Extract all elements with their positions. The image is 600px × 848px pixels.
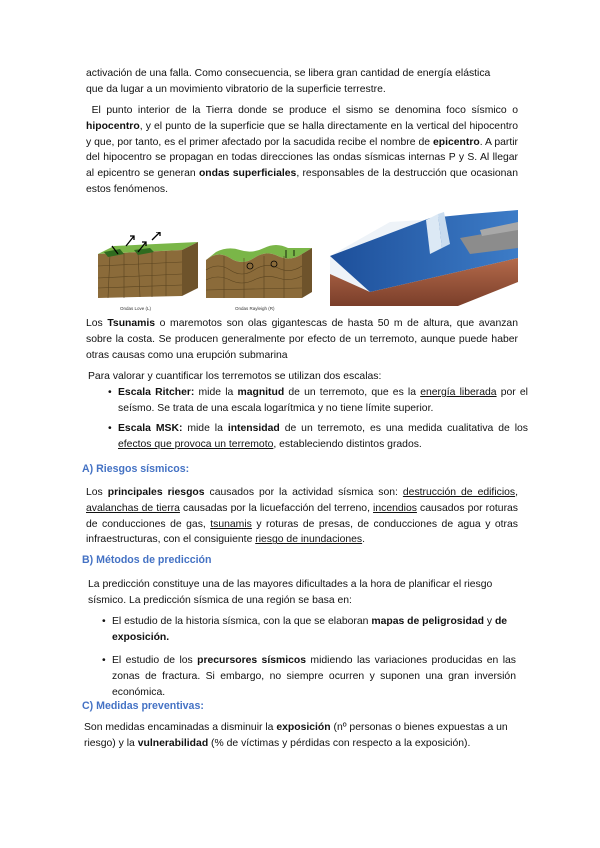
paragraph-prediccion: La predicción constituye una de las mayores dificultades a la hora de planificar el riesgo sísmico. La predicción sísmica de una región se basa en:	[88, 579, 493, 606]
section-heading-medidas: C) Medidas preventivas:	[82, 700, 204, 712]
bullet-dot: •	[102, 616, 106, 627]
caption-love-waves: Ondas Love (L)	[120, 306, 152, 311]
tsunami-illustration	[330, 208, 518, 308]
section-heading-riesgos: A) Riesgos sísmicos:	[82, 463, 190, 475]
term-precursores-sismicos: precursores sísmicos	[197, 655, 307, 666]
rayleigh-waves-illustration	[204, 240, 314, 302]
term-hipocentro: hipocentro	[86, 120, 140, 132]
paragraph-riesgos: Los principales riesgos causados por la actividad sísmica son: destrucción de edificios, avalanchas de tierra causadas por la licuefacción del terreno, incendios causados por roturas de conducciones de gas, tsunamis y roturas de presas, de conducciones de agua y otras infraestructuras, con el consiguiente riesgo de inundaciones.	[86, 487, 518, 546]
term-vulnerabilidad: vulnerabilidad	[137, 737, 209, 749]
bullet-dot: •	[108, 423, 112, 434]
term-intensidad: intensidad	[227, 423, 280, 434]
bullet-dot: •	[102, 655, 106, 666]
term-escala-msk: Escala MSK:	[118, 423, 183, 434]
term-energia-liberada: energía liberada	[420, 387, 497, 398]
term-epicentro: epicentro	[432, 136, 480, 148]
bullet-precursores: • El estudio de los precursores sísmicos midiendo las variaciones producidas en las zonas de fractura. Si embargo, no siempre ocurren y suponen una gran inversión económica.	[102, 655, 516, 698]
bullet-historia-sismica: • El estudio de la historia sísmica, con la que se elaboran mapas de peligrosidad y de exposición.	[102, 616, 508, 643]
love-waves-illustration	[94, 232, 202, 302]
continuation-line-1: activación de una falla. Como consecuencia, se libera gran cantidad de energía elástica	[86, 68, 491, 79]
paragraph-hipocentro: El punto interior de la Tierra donde se produce el sismo se denomina foco sísmico o hipocentro, y el punto de la superficie que se halla directamente en la vertical del hipocentro y que, por tanto, es el primer afectado por la sacudida recibe el nombre de epicentro. A partir del hipocentro se propagan en todas direcciones las ondas sísmicas internas P y S. Al llegar al epicentro se generan ondas superficiales, responsables de la destrucción que ocasionan estos fenómenos.	[86, 105, 518, 195]
caption-rayleigh-waves: Ondas Rayleigh (R)	[235, 306, 275, 311]
term-mapas-peligrosidad: mapas de peligrosidad	[371, 616, 484, 627]
paragraph-continuation	[86, 66, 518, 98]
continuation-line-2: que da lugar a un movimiento vibratorio de la superficie terrestre.	[86, 83, 386, 95]
section-heading-prediccion: B) Métodos de predicción	[82, 554, 212, 566]
term-efectos-terremoto: efectos que provoca un terremoto	[118, 438, 274, 450]
term-magnitud: magnitud	[237, 387, 285, 398]
term-exposicion: de exposición.	[112, 616, 508, 643]
term-ondas-superficiales: ondas superficiales	[198, 168, 297, 180]
bullet-escala-msk: • Escala MSK: mide la intensidad de un terremoto, es una medida cualitativa de los efectos que provoca un terremoto, estableciendo distintos grados.	[108, 423, 528, 450]
term-tsunamis: Tsunamis	[107, 318, 156, 329]
term-escala-richter: Escala Ritcher:	[118, 387, 195, 398]
term-exposicion-def: exposición	[276, 722, 331, 733]
bullet-dot: •	[108, 387, 112, 398]
paragraph-medidas: Son medidas encaminadas a disminuir la exposición (nº personas o bienes expuestas a un riesgo) y la vulnerabilidad (% de víctimas y pérdidas con respecto a la exposición).	[84, 722, 508, 749]
paragraph-tsunamis: Los Tsunamis o maremotos son olas gigantescas de hasta 50 m de altura, que avanzan sobre la costa. Se producen generalmente por efecto de un terremoto, aunque puede haber otras causas como una erupción submarina	[86, 318, 518, 361]
term-principales-riesgos: principales riesgos	[107, 487, 205, 498]
bullet-escala-richter: • Escala Ritcher: mide la magnitud de un terremoto, que es la energía liberada por el seísmo. Se trata de una escala logarítmica y no tiene límite superior.	[108, 387, 528, 414]
paragraph-escalas-intro: Para valorar y cuantificar los terremotos se utilizan dos escalas:	[88, 371, 382, 382]
